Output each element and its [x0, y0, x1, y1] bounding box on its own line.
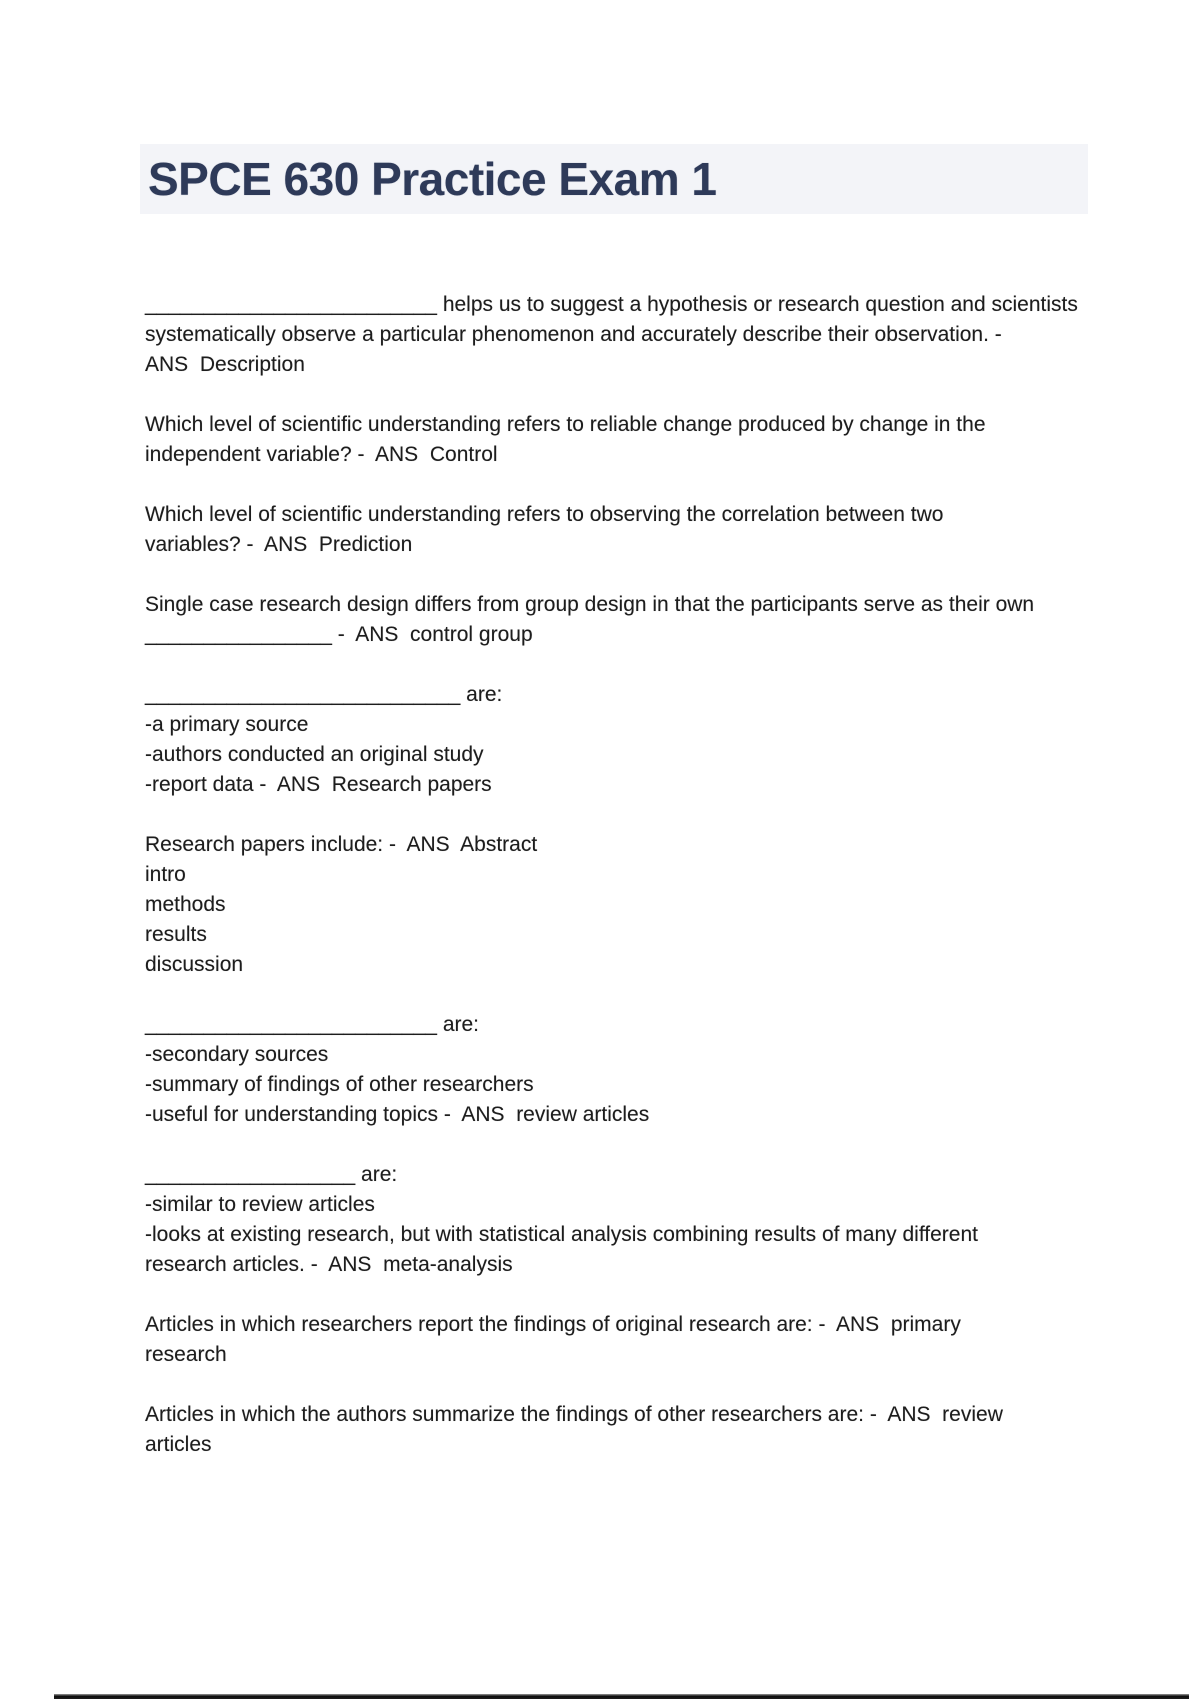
qa-line: __________________ are: [145, 1163, 398, 1186]
qa-paragraph [145, 410, 1090, 470]
qa-line: research [145, 1343, 227, 1366]
qa-line: _________________________ helps us to suggest a hypothesis or research question and scientists [145, 293, 1078, 316]
qa-line: Which level of scientific understanding refers to reliable change produced by change in the [145, 413, 986, 436]
qa-line: -report data - ANS Research papers [145, 773, 492, 796]
qa-paragraph [145, 1010, 1090, 1130]
qa-line: research articles. - ANS meta-analysis [145, 1253, 513, 1276]
qa-paragraph [145, 290, 1090, 380]
qa-line: -a primary source [145, 713, 309, 736]
qa-line: independent variable? - ANS Control [145, 443, 498, 466]
qa-line: discussion [145, 953, 244, 976]
qa-paragraph [145, 1160, 1090, 1280]
qa-line: _________________________ are: [145, 1013, 480, 1036]
qa-paragraph [145, 1400, 1090, 1460]
qa-line: ANS Description [145, 353, 305, 376]
qa-line: Which level of scientific understanding refers to observing the correlation between two [145, 503, 944, 526]
qa-paragraph [145, 830, 1090, 980]
title-banner [140, 144, 1088, 214]
qa-line: Articles in which the authors summarize the findings of other researchers are: - ANS review [145, 1403, 1003, 1426]
qa-line: ___________________________ are: [145, 683, 503, 706]
qa-line: -summary of findings of other researchers [145, 1073, 534, 1096]
qa-line: variables? - ANS Prediction [145, 533, 413, 556]
qa-line: -secondary sources [145, 1043, 329, 1066]
page-bottom-rule [54, 1694, 1189, 1699]
qa-line: intro [145, 863, 186, 886]
qa-line: Single case research design differs from group design in that the participants serve as their own [145, 593, 1035, 616]
qa-line: results [145, 923, 207, 946]
qa-line: systematically observe a particular phenomenon and accurately describe their observation. - [145, 323, 1002, 346]
qa-content [145, 290, 1090, 1490]
qa-paragraph [145, 680, 1090, 800]
qa-line: Articles in which researchers report the findings of original research are: - ANS primary [145, 1313, 961, 1336]
qa-line: methods [145, 893, 226, 916]
qa-line: -authors conducted an original study [145, 743, 484, 766]
qa-line: articles [145, 1433, 212, 1456]
qa-paragraph [145, 1310, 1090, 1370]
page-title: SPCE 630 Practice Exam 1 [148, 153, 717, 205]
qa-paragraph [145, 590, 1090, 650]
qa-line: -useful for understanding topics - ANS review articles [145, 1103, 650, 1126]
qa-line: Research papers include: - ANS Abstract [145, 833, 538, 856]
qa-paragraph [145, 500, 1090, 560]
qa-line: -similar to review articles [145, 1193, 375, 1216]
qa-line: -looks at existing research, but with statistical analysis combining results of many different [145, 1223, 978, 1246]
qa-line: ________________ - ANS control group [145, 623, 533, 646]
